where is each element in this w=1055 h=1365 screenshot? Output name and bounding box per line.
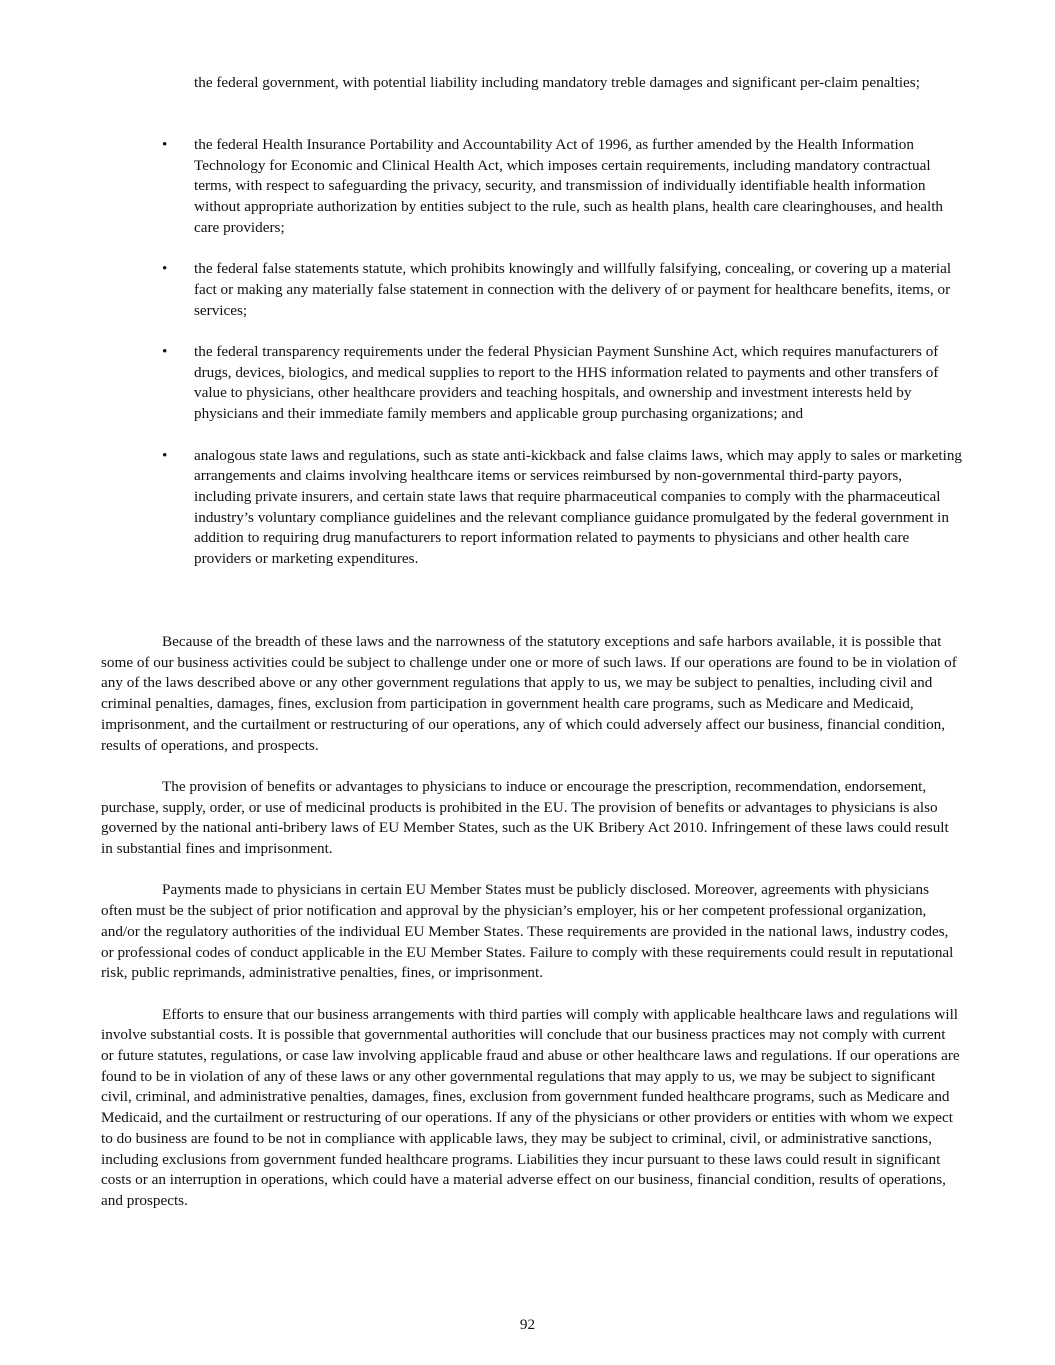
bullet-item-false-statements	[162, 259, 962, 321]
paragraph-breadth-of-laws: Because of the breadth of these laws and the narrowness of the statutory exceptions and safe harbors available, it is possible that some of our business activities could be subject to challenge under one or more of such laws. If our operations are found to be in violation of any of the laws described above or any other government regulations that apply to us, we may be subject to penalties, including civil and criminal penalties, damages, fines, exclusion from participation in government health care programs, such as Medicare and Medicaid, imprisonment, and the curtailment or restructuring of our operations, any of which could adversely affect our business, financial condition, results of operations, and prospects.	[101, 633, 957, 754]
body-paragraphs	[101, 632, 961, 1232]
bullet-text: the federal transparency requirements under the federal Physician Payment Sunshine Act, which requires manufacturers of drugs, devices, biologics, and medical supplies to report to the HHS information related to payments and other transfers of value to physicians, other healthcare providers and teaching hospitals, and ownership and investment interests held by physicians and their immediate family members and applicable group purchasing organizations; and	[194, 343, 939, 423]
paragraph-eu-payments-disclosure: Payments made to physicians in certain EU Member States must be publicly disclosed. Moreover, agreements with physicians often must be the subject of prior notification and approval by the physician’s employer, his or her competent professional organization, and/or the regulatory authorities of the individual EU Member States. These requirements are provided in the national laws, industry codes, or professional codes of conduct applicable in the EU Member States. Failure to comply with these requirements could result in reputational risk, public reprimands, administrative penalties, fines, or imprisonment.	[101, 881, 954, 982]
bullet-icon: •	[162, 446, 168, 464]
bullet-text: the federal false statements statute, which prohibits knowingly and willfully falsifying, concealing, or covering up a material fact or making any materially false statement in connection with the delivery of or payment for healthcare benefits, items, or services;	[194, 260, 952, 319]
paragraph-compliance-costs: Efforts to ensure that our business arrangements with third parties will comply with applicable healthcare laws and regulations will involve substantial costs. It is possible that governmental authorities will conclude that our business practices may not comply with current or future statutes, regulations, or case law involving applicable fraud and abuse or other healthcare laws and regulations. If our operations are found to be in violation of any of these laws or any other governmental regulations that may apply to us, we may be subject to significant civil, criminal, and administrative penalties, damages, fines, exclusion from government funded healthcare programs, such as Medicare and Medicaid, and the curtailment or restructuring of our operations. If any of the physicians or other providers or entities with whom we expect to do business are found to be not in compliance with applicable laws, they may be subject to criminal, civil, or administrative sanctions, including exclusions from government funded healthcare programs. Liabilities they incur pursuant to these laws could result in significant costs or an interruption in operations, which could have a material adverse effect on our business, financial condition, results of operations, and prospects.	[101, 1005, 960, 1209]
page-number: 92	[519, 1316, 536, 1333]
bullet-item-hipaa	[162, 135, 962, 239]
bullet-icon: •	[162, 260, 168, 278]
paragraph-eu-benefits: The provision of benefits or advantages to physicians to induce or encourage the prescription, recommendation, endorsement, purchase, supply, order, or use of medicinal products is prohibited in the EU. The provision of benefits or advantages to physicians is also governed by the national anti-bribery laws of EU Member States, such as the UK Bribery Act 2010. Infringement of these laws could result in substantial fines and imprisonment.	[101, 777, 949, 858]
bullet-item-sunshine-act	[162, 342, 962, 425]
bullet-icon: •	[162, 136, 168, 153]
regulation-bullet-list	[162, 135, 962, 590]
bullet-text: analogous state laws and regulations, such as state anti-kickback and false claims laws, which may apply to sales or marketing arrangements and claims involving healthcare items or services reimbursed by non-governmental third-party payors, including private insurers, and certain state laws that require pharmaceutical companies to comply with the pharmaceutical industry’s voluntary compliance guidelines and the relevant compliance guidance promulgated by the federal government in addition to requiring drug manufacturers to report information related to payments to physicians and other health care providers or marketing expenditures.	[194, 446, 963, 568]
bullet-continuation-text: the federal government, with potential liability including mandatory treble damages and significant per-claim penalties;	[194, 74, 920, 91]
bullet-icon: •	[162, 343, 168, 360]
bullet-item-state-laws	[162, 446, 962, 570]
bullet-text: the federal Health Insurance Portability and Accountability Act of 1996, as further amended by the Health Information Technology for Economic and Clinical Health Act, which imposes certain requirements, including mandatory contractual terms, with respect to safeguarding the privacy, security, and transmission of individually identifiable health information without appropriate authorization by entities subject to the rule, such as health plans, health care clearinghouses, and health care providers;	[194, 136, 944, 236]
